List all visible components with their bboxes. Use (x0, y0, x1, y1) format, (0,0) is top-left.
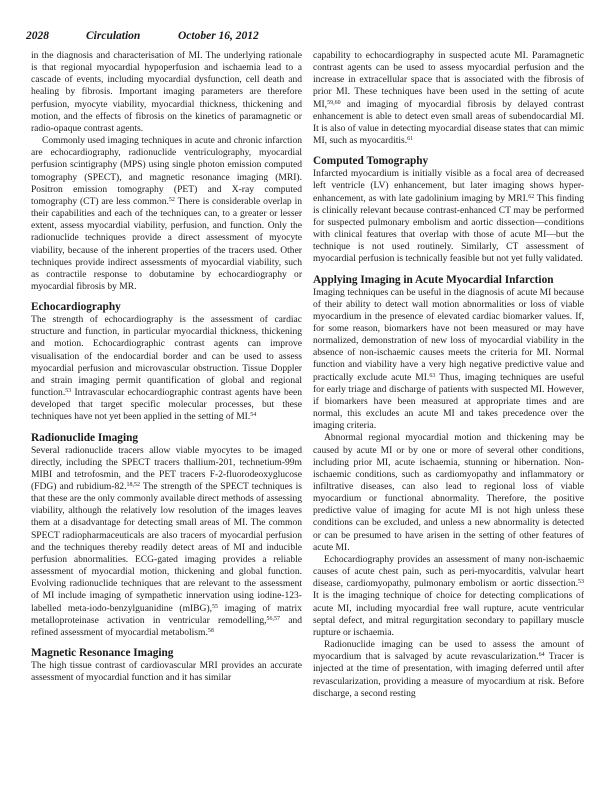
techniques-paragraph: Commonly used imaging techniques in acute and chronic infarction are echocardiography, radionuclide ventriculography, myocardial perfusion scintigraphy (MPS) using single photon emission computed tomography (SPECT), and magnetic resonance imaging (MRI). Positron emission tomography (PET) and X-ray computed tomography (CT) are less common.$^{52}$ There is considerable overlap in their capabilities and each of the techniques can, to a greater or lesser extent, assess myocardial viability, perfusion, and function. Only the radionuclide techniques provide a direct assessment of myocyte viability, because of the inherent properties of the tracers used. Other techniques provide indirect assessments of myocardial viability, such as contractile response to dobutamine by echocardiography or myocardial fibrosis by MR. (31, 135, 302, 292)
running-header (26, 30, 576, 42)
heading-computed-tomography: Computed Tomography (313, 155, 429, 168)
mri-paragraph: The high tissue contrast of cardiovascular MRI provides an accurate assessment of myocardial function and it has similar (31, 660, 302, 684)
heading-magnetic-resonance-imaging: Magnetic Resonance Imaging (31, 647, 174, 660)
journal-name: Circulation (86, 30, 141, 42)
page-number: 2028 (26, 30, 49, 42)
radionuclide-salvage-paragraph: Radionuclide imaging can be used to assess the amount of myocardium that is salvaged by acute revascularization.$^{64}$ Tracer is injected at the time of presentation, with imaging deferred until after revascularization, providing a measure of myocardium at risk. Before discharge, a second resting (313, 639, 584, 699)
issue-date: October 16, 2012 (178, 30, 259, 42)
mri-continued-paragraph: capability to echocardiography in suspected acute MI. Paramagnetic contrast agents can be used to assess myocardial perfusion and the increase in extracellular space that is associated with the fibrosis of prior MI. These techniques have been used in the setting of acute MI,$^{59,60}$ and imaging of myocardial fibrosis by delayed contrast enhancement is able to detect even small areas of subendocardial MI. It is also of value in detecting myocardial disease states that can mimic MI, such as myocarditis.$^{61}$ (313, 50, 584, 147)
heading-applying-imaging-acute-mi: Applying Imaging in Acute Myocardial Infarction (313, 273, 554, 286)
ct-paragraph: Infarcted myocardium is initially visible as a focal area of decreased left ventricle (LV) enhancement, but later imaging shows hyper- enhancement, as with late gadolinium imaging by MRI.$^{62}$ This finding is clinically relevant because contrast-enhanced CT may be performed for suspected pulmonary embolism and aortic dissection—conditions with clinical features that overlap with those of acute MI—but the technique is not used routinely. Similarly, CT assessment of myocardial perfusion is technically feasible but not yet fully validated. (313, 168, 585, 265)
intro-paragraph: in the diagnosis and characterisation of MI. The underlying rationale is that regional myocardial hypoperfusion and ischaemia lead to a cascade of events, including myocardial dysfunction, cell death and healing by fibrosis. Important imaging parameters are therefore perfusion, myocyte viability, myocardial thickness, thickening and motion, and the effects of fibrosis on the kinetics of paramagnetic or radio-opaque contrast agents. (31, 50, 302, 134)
heading-echocardiography: Echocardiography (31, 301, 121, 314)
radionuclide-paragraph: Several radionuclide tracers allow viable myocytes to be imaged directly, including the SPECT tracers thallium-201, technetium-99m MIBI and tetrofosmin, and the PET tracers F-2-fluorodeoxyglucose (FDG) and rubidium-82.$^{18,52}$ The strength of the SPECT techniques is that these are the only commonly available direct methods of assessing viability, although the relatively low resolution of the images leaves them at a disadvantage for detecting small areas of MI. The common SPECT radiopharmaceuticals are also tracers of myocardial perfusion and the techniques thereby readily detect areas of MI and inducible perfusion abnormalities. ECG-gated imaging provides a reliable assessment of myocardial motion, thickening and global function. Evolving radionuclide techniques that are relevant to the assessment of MI include imaging of sympathetic innervation using iodine-123-labelled meta-iodo-benzylguanidine (mIBG),$^{55}$ imaging of matrix metalloproteinase activation in ventricular remodelling,$^{56,57}$ and refined assessment of myocardial metabolism.$^{58}$ (31, 444, 302, 638)
acute-mi-paragraph: Imaging techniques can be useful in the diagnosis of acute MI because of their ability to detect wall motion abnormalities or loss of viable myocardium in the presence of elevated cardiac biomarker values. If, for some reason, biomarkers have not been measured or may have normalized, demonstration of new loss of myocardial viability in the absence of non-ischaemic causes meets the criteria for MI. Normal function and viability have a very high negative predictive value and practically exclude acute MI.$^{63}$ Thus, imaging techniques are useful for early triage and discharge of patients with suspected MI. However, if biomarkers have been measured at appropriate times and are normal, this excludes an acute MI and takes precedence over the imaging criteria. (313, 286, 584, 432)
echocardiography-paragraph: The strength of echocardiography is the assessment of cardiac structure and function, in particular myocardial thickness, thickening and motion. Echocardiographic contrast agents can improve visualisation of the endocardial border and can be used to assess myocardial perfusion and microvascular obstruction. Tissue Doppler and strain imaging permit quantification of global and regional function.$^{53}$ Intravascular echocardiographic contrast agents have been developed that target specific molecular processes, but these techniques have not yet been applied in the setting of MI.$^{54}$ (31, 314, 302, 423)
heading-radionuclide-imaging: Radionuclide Imaging (31, 431, 139, 444)
abnormal-motion-paragraph: Abnormal regional myocardial motion and thickening may be caused by acute MI or by one or more of several other conditions, including prior MI, acute ischaemia, stunning or hibernation. Non-ischaemic conditions, such as cardiomyopathy and inflammatory or infiltrative diseases, can also lead to regional loss of viable myocardium or functional abnormality. Therefore, the positive predictive value of imaging for acute MI is not high unless these conditions can be excluded, and unless a new abnormality is detected or can be presumed to have arisen in the setting of other features of acute MI. (313, 432, 584, 553)
left-column (31, 50, 302, 684)
right-column (313, 50, 584, 700)
echo-nonischaemic-paragraph: Echocardiography provides an assessment of many non-ischaemic causes of acute chest pain, such as peri-myocarditis, valvular heart disease, cardiomyopathy, pulmonary embolism or aortic dissection.$^{53}$ It is the imaging technique of choice for detecting complications of acute MI, including myocardial free wall rupture, acute ventricular septal defect, and mitral regurgitation secondary to papillary muscle rupture or ischaemia. (313, 553, 584, 638)
